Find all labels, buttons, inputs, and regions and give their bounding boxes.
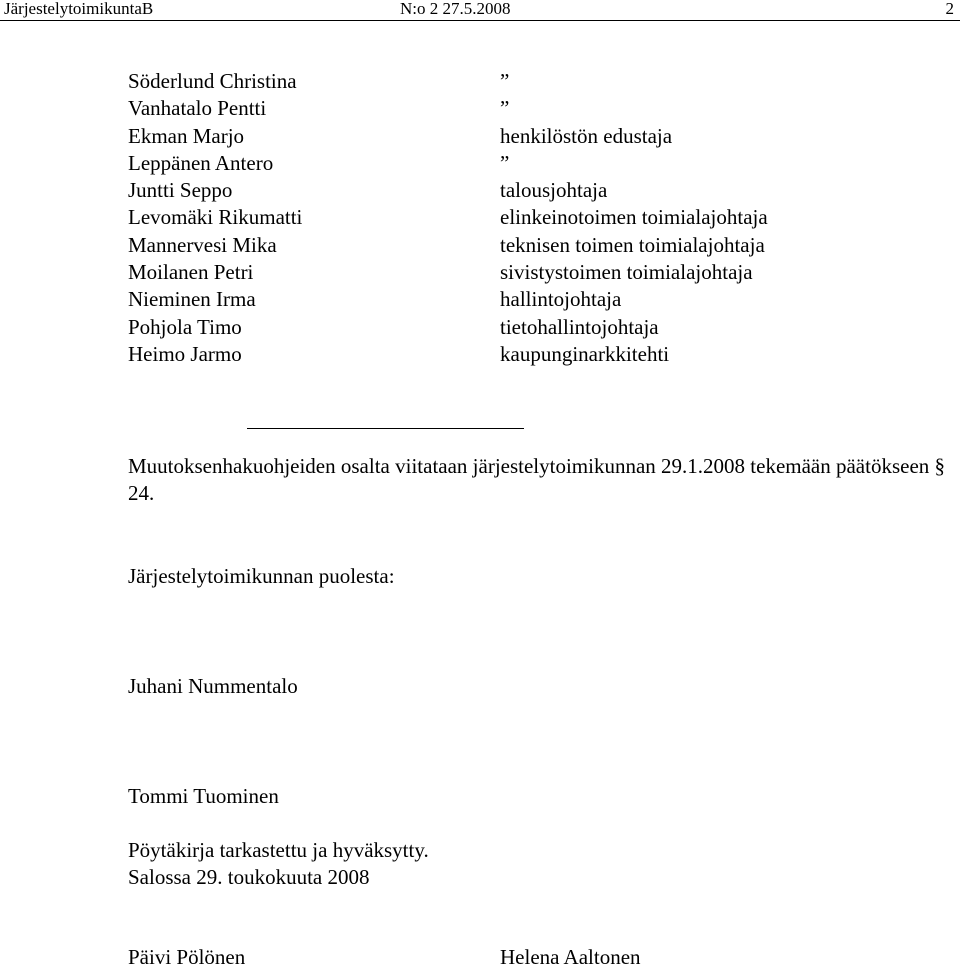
attendee-row: [128, 259, 948, 286]
place-date-line: Salossa 29. toukokuuta 2008: [128, 865, 370, 889]
attendee-row: [128, 68, 948, 95]
attendee-role: ”: [500, 96, 510, 121]
attendee-row: [128, 177, 948, 204]
attendee-row: [128, 341, 948, 368]
attendee-name: Vanhatalo Pentti: [128, 96, 267, 121]
attendee-name: Leppänen Antero: [128, 150, 274, 175]
signatory-name: Juhani Nummentalo: [128, 674, 298, 698]
attendee-name: Söderlund Christina: [128, 69, 297, 93]
on-behalf-line: Järjestelytoimikunnan puolesta:: [128, 564, 395, 588]
attendee-name: Nieminen Irma: [128, 287, 256, 312]
attendee-name: Heimo Jarmo: [128, 341, 242, 366]
attendee-row: [128, 150, 948, 177]
organization-name: JärjestelytoimikuntaB: [4, 0, 154, 18]
attendee-role: ”: [500, 150, 510, 175]
attendee-name: Ekman Marjo: [128, 123, 245, 148]
attendee-list: [128, 68, 948, 368]
document-number-date: N:o 2 27.5.2008: [400, 0, 511, 18]
attendee-name: Mannervesi Mika: [128, 232, 277, 257]
attendee-role: sivistystoimen toimialajohtaja: [500, 260, 753, 285]
attendee-name: Levomäki Rikumatti: [128, 205, 303, 230]
attendee-name: Pohjola Timo: [128, 314, 242, 339]
attendee-role: talousjohtaja: [500, 178, 608, 203]
attendee-row: [128, 204, 948, 231]
attendee-name: Moilanen Petri: [128, 260, 254, 285]
attendee-role: ”: [500, 69, 510, 93]
checker-name: Helena Aaltonen: [500, 945, 641, 969]
attendee-row: [128, 286, 948, 313]
signatory-name: Tommi Tuominen: [128, 784, 279, 808]
page-number: 2: [945, 0, 954, 18]
attendee-row: [128, 232, 948, 259]
section-divider: [247, 428, 524, 429]
attendee-role: hallintojohtaja: [500, 287, 622, 312]
page-header: [0, 0, 960, 21]
attendee-role: tietohallintojohtaja: [500, 314, 659, 339]
appeal-instructions-note: Muutoksenhakuohjeiden osalta viitataan järjestelytoimikunnan 29.1.2008 tekemään päätökseen § 24.: [128, 454, 946, 505]
attendee-row: [128, 123, 948, 150]
minutes-approved-line: Pöytäkirja tarkastettu ja hyväksytty.: [128, 838, 429, 862]
checker-name: Päivi Pölönen: [128, 945, 246, 969]
attendee-role: teknisen toimen toimialajohtaja: [500, 232, 765, 257]
attendee-role: henkilöstön edustaja: [500, 123, 673, 148]
attendee-row: [128, 95, 948, 122]
attendee-name: Juntti Seppo: [128, 178, 233, 203]
attendee-row: [128, 314, 948, 341]
attendee-role: elinkeinotoimen toimialajohtaja: [500, 205, 768, 230]
attendee-role: kaupunginarkkitehti: [500, 341, 670, 366]
